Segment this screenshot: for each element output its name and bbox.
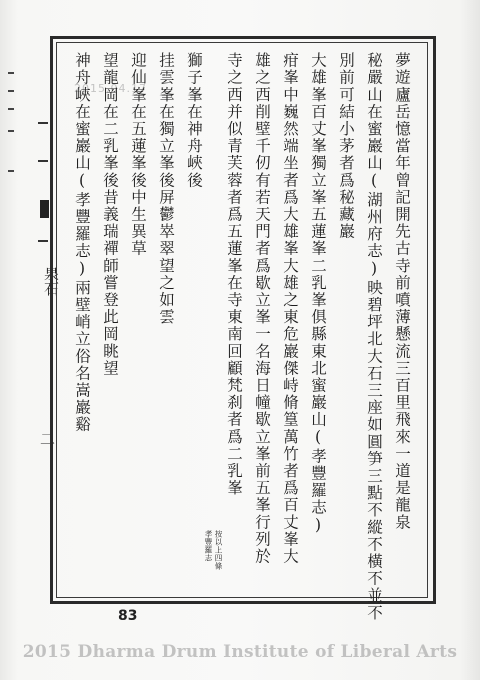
text-column: 神舟峽在蜜巖山(孝豐羅志)兩壁峭立俗名嵩巖谿 xyxy=(73,52,91,434)
annotation-note: 按以上四條 xyxy=(214,530,223,570)
margin-tick xyxy=(8,72,14,74)
margin-tick xyxy=(8,170,14,172)
text-column: 疳峯中巍然端坐者爲大雄峯大雄之東危巖傑峙脩篁萬竹者爲百丈峯大 xyxy=(281,52,299,565)
margin-tick xyxy=(8,108,14,110)
text-column: 秘嚴山在蜜巖山(湖州府志)映碧坪北大石三座如圓笋三點不縱不橫不並不 xyxy=(365,52,383,622)
text-column: 寺之西并似青芙蓉者爲五蓮峯在寺東南回顧梵刹者爲二乳峯 xyxy=(225,52,243,497)
page-number: 83 xyxy=(118,608,138,624)
text-column: 獅子峯在神舟峽後 xyxy=(185,52,203,189)
text-column: 大雄峯百丈峯獨立峯五蓮峯二乳峯俱縣東北蜜巖山(孝豐羅志) xyxy=(309,52,327,536)
margin-dash xyxy=(38,240,48,242)
text-column: 別前可結小茅者爲秘藏巖 xyxy=(337,52,355,241)
text-column: 夢遊廬岳憶當年曾記開先古寺前噴薄懸流三百里飛來一道是龍泉 xyxy=(393,52,411,531)
text-column: 望龍岡在二乳峯後昔義瑞禪師嘗登此岡眺望 xyxy=(101,52,119,377)
margin-tick xyxy=(8,90,14,92)
scan-id-watermark: 2015.04.17 xyxy=(74,82,147,95)
text-column: 迎仙峯在五蓮峯後中生異草 xyxy=(129,52,147,258)
margin-title: 泉石 xyxy=(42,266,60,296)
margin-folio: 二 xyxy=(40,430,56,448)
margin-dash xyxy=(38,160,48,162)
text-column: 雄之西削壁千仞有若天門者爲歇立峯一名海日幢歇立峯前五峯行列於 xyxy=(253,52,271,565)
margin-block xyxy=(40,200,49,218)
institution-watermark: 2015 Dharma Drum Institute of Liberal Arts xyxy=(22,642,458,662)
margin-tick xyxy=(8,130,14,132)
text-column: 挂雲峯在獨立峯後屏鬱崒翠望之如雲 xyxy=(157,52,175,326)
bleed-through-text: ⠀ xyxy=(442,300,458,319)
annotation-note: 孝豐羅志 xyxy=(204,530,213,562)
margin-dash xyxy=(38,122,48,124)
